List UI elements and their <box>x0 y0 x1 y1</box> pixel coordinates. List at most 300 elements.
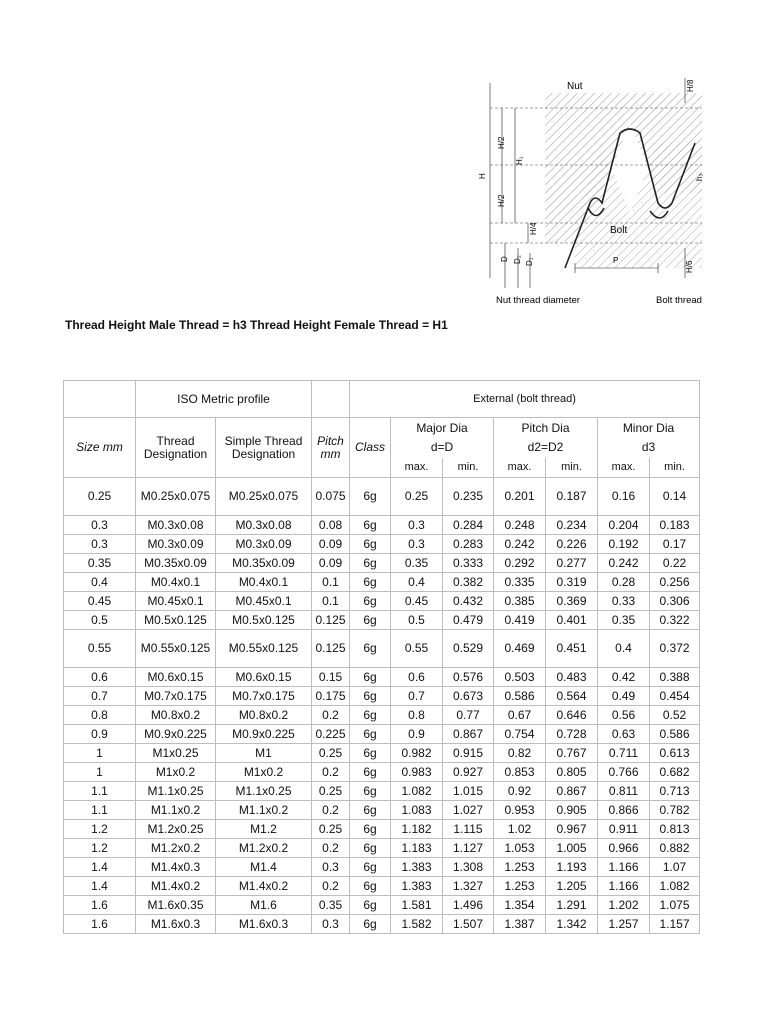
table-cell: 6g <box>350 858 391 877</box>
table-cell: 0.711 <box>598 744 650 763</box>
table-cell: 0.3 <box>312 858 350 877</box>
table-cell: M1.2x0.2 <box>216 839 312 858</box>
table-cell: 0.754 <box>494 725 546 744</box>
table-cell: 0.25 <box>312 820 350 839</box>
table-cell: 0.529 <box>443 630 494 668</box>
table-cell: 0.401 <box>546 611 598 630</box>
table-cell: 1.1 <box>64 801 136 820</box>
table-cell: 6g <box>350 896 391 915</box>
table-cell: 0.853 <box>494 763 546 782</box>
label-p: P <box>613 256 619 265</box>
table-cell: 0.982 <box>391 744 443 763</box>
table-cell: 6g <box>350 801 391 820</box>
thread-profile-diagram <box>470 73 702 313</box>
table-cell: 6g <box>350 763 391 782</box>
table-cell: 6g <box>350 744 391 763</box>
table-cell: 1.6 <box>64 915 136 934</box>
table-cell: 0.82 <box>494 744 546 763</box>
table-cell: M1x0.2 <box>136 763 216 782</box>
table-row <box>64 725 700 744</box>
table-cell: 0.242 <box>494 535 546 554</box>
table-cell: 1.027 <box>443 801 494 820</box>
table-cell: 0.77 <box>443 706 494 725</box>
table-cell: 0.805 <box>546 763 598 782</box>
table-cell: 0.333 <box>443 554 494 573</box>
table-cell: 1.202 <box>598 896 650 915</box>
table-cell: 6g <box>350 630 391 668</box>
thread-designation-header: Thread Designation <box>136 418 216 478</box>
table-cell: M0.35x0.09 <box>136 554 216 573</box>
iso-metric-thread-table <box>63 380 700 934</box>
table-cell: 0.646 <box>546 706 598 725</box>
label-h1: H₁ <box>515 156 524 165</box>
table-cell: 0.25 <box>312 744 350 763</box>
table-cell: 1.308 <box>443 858 494 877</box>
table-cell: 1.166 <box>598 858 650 877</box>
table-cell: 0.25 <box>312 782 350 801</box>
table-cell: 6g <box>350 877 391 896</box>
table-cell: 0.16 <box>598 478 650 516</box>
table-cell: 1.082 <box>391 782 443 801</box>
label-h2-bottom: H/2 <box>497 194 506 207</box>
table-row <box>64 668 700 687</box>
table-cell: 6g <box>350 725 391 744</box>
table-cell: 1.082 <box>650 877 700 896</box>
table-cell: 0.55 <box>64 630 136 668</box>
table-cell: 0.175 <box>312 687 350 706</box>
table-cell: 0.08 <box>312 516 350 535</box>
table-cell: 0.576 <box>443 668 494 687</box>
table-cell: M0.8x0.2 <box>216 706 312 725</box>
major-max-header: max. <box>391 458 443 478</box>
table-cell: M1.1x0.25 <box>216 782 312 801</box>
table-cell: 0.56 <box>598 706 650 725</box>
label-d2: D₂ <box>513 255 522 264</box>
table-row <box>64 915 700 934</box>
table-cell: 6g <box>350 592 391 611</box>
table-cell: 1.387 <box>494 915 546 934</box>
table-cell: 0.35 <box>598 611 650 630</box>
table-cell: 0.673 <box>443 687 494 706</box>
table-cell: 0.125 <box>312 611 350 630</box>
table-cell: 1.1 <box>64 782 136 801</box>
table-cell: M1.6x0.3 <box>136 915 216 934</box>
table-cell: 0.6 <box>391 668 443 687</box>
table-cell: 0.713 <box>650 782 700 801</box>
table-cell: M0.25x0.075 <box>216 478 312 516</box>
header-row-top <box>64 381 700 418</box>
table-cell: M1 <box>216 744 312 763</box>
table-cell: 0.22 <box>650 554 700 573</box>
table-cell: 6g <box>350 839 391 858</box>
iso-profile-header: ISO Metric profile <box>136 381 312 418</box>
table-cell: M1.2 <box>216 820 312 839</box>
major-min-header: min. <box>443 458 494 478</box>
table-cell: 0.25 <box>391 478 443 516</box>
table-cell: 1.07 <box>650 858 700 877</box>
table-cell: 0.192 <box>598 535 650 554</box>
table-cell: 1.4 <box>64 858 136 877</box>
table-cell: 0.17 <box>650 535 700 554</box>
table-cell: M1.6 <box>216 896 312 915</box>
table-cell: 0.28 <box>598 573 650 592</box>
table-cell: 0.564 <box>546 687 598 706</box>
table-cell: 0.201 <box>494 478 546 516</box>
table-cell: 0.52 <box>650 706 700 725</box>
header-row-main <box>64 418 700 458</box>
table-cell: 1.291 <box>546 896 598 915</box>
label-h4: H/4 <box>529 222 538 235</box>
table-row <box>64 516 700 535</box>
table-cell: M0.3x0.09 <box>136 535 216 554</box>
table-cell: 0.33 <box>598 592 650 611</box>
label-d: D <box>500 256 509 262</box>
table-cell: M0.3x0.09 <box>216 535 312 554</box>
table-cell: 0.966 <box>598 839 650 858</box>
table-row <box>64 877 700 896</box>
pitch-max-header: max. <box>494 458 546 478</box>
table-cell: 0.911 <box>598 820 650 839</box>
table-row <box>64 858 700 877</box>
table-cell: 6g <box>350 668 391 687</box>
table-row <box>64 820 700 839</box>
label-bolt-thread: Bolt thread <box>656 295 702 306</box>
table-cell: M1.1x0.2 <box>136 801 216 820</box>
table-cell: 0.454 <box>650 687 700 706</box>
table-cell: 0.682 <box>650 763 700 782</box>
table-row <box>64 535 700 554</box>
table-cell: 1.083 <box>391 801 443 820</box>
table-cell: 0.927 <box>443 763 494 782</box>
table-cell: 1.327 <box>443 877 494 896</box>
table-cell: M0.3x0.08 <box>216 516 312 535</box>
pitch-min-header: min. <box>546 458 598 478</box>
table-row <box>64 554 700 573</box>
table-cell: 0.811 <box>598 782 650 801</box>
table-cell: 0.915 <box>443 744 494 763</box>
table-row <box>64 592 700 611</box>
table-cell: M0.5x0.125 <box>216 611 312 630</box>
table-cell: 1.581 <box>391 896 443 915</box>
table-cell: M0.7x0.175 <box>136 687 216 706</box>
table-cell: 1.127 <box>443 839 494 858</box>
table-cell: 1.075 <box>650 896 700 915</box>
table-cell: 0.322 <box>650 611 700 630</box>
table-cell: M1.6x0.35 <box>136 896 216 915</box>
table-cell: 0.248 <box>494 516 546 535</box>
table-cell: 0.905 <box>546 801 598 820</box>
table-cell: 1.253 <box>494 877 546 896</box>
table-cell: 0.3 <box>312 915 350 934</box>
table-cell: M1.1x0.25 <box>136 782 216 801</box>
table-cell: 0.2 <box>312 801 350 820</box>
table-row <box>64 573 700 592</box>
table-cell: 1.383 <box>391 877 443 896</box>
table-cell: 0.14 <box>650 478 700 516</box>
table-cell: 0.25 <box>64 478 136 516</box>
table-cell: 0.866 <box>598 801 650 820</box>
table-cell: 0.284 <box>443 516 494 535</box>
table-cell: 0.67 <box>494 706 546 725</box>
table-cell: 0.4 <box>391 573 443 592</box>
table-cell: 6g <box>350 820 391 839</box>
table-cell: 1 <box>64 744 136 763</box>
table-cell: 6g <box>350 915 391 934</box>
table-cell: 6g <box>350 706 391 725</box>
table-cell: 0.728 <box>546 725 598 744</box>
table-cell: M1.4x0.3 <box>136 858 216 877</box>
table-cell: 0.388 <box>650 668 700 687</box>
table-row <box>64 782 700 801</box>
table-cell: 1.2 <box>64 839 136 858</box>
pitch-dia-header: Pitch Dia d2=D2 <box>494 418 598 458</box>
table-cell: 0.242 <box>598 554 650 573</box>
table-cell: 1 <box>64 763 136 782</box>
table-cell: 0.3 <box>64 535 136 554</box>
empty-header-cell <box>64 381 136 418</box>
table-cell: 0.256 <box>650 573 700 592</box>
table-cell: 0.92 <box>494 782 546 801</box>
table-cell: 1.015 <box>443 782 494 801</box>
table-cell: M1.6x0.3 <box>216 915 312 934</box>
label-nut-thread-diameter: Nut thread diameter <box>496 295 580 306</box>
table-cell: 0.372 <box>650 630 700 668</box>
table-cell: 0.451 <box>546 630 598 668</box>
table-cell: M0.55x0.125 <box>216 630 312 668</box>
external-header: External (bolt thread) <box>350 381 700 418</box>
table-cell: 0.882 <box>650 839 700 858</box>
table-cell: 1.157 <box>650 915 700 934</box>
table-cell: 0.1 <box>312 592 350 611</box>
table-cell: 0.35 <box>391 554 443 573</box>
table-cell: 1.342 <box>546 915 598 934</box>
table-cell: 0.283 <box>443 535 494 554</box>
table-cell: 0.319 <box>546 573 598 592</box>
table-cell: M0.9x0.225 <box>136 725 216 744</box>
table-cell: 0.125 <box>312 630 350 668</box>
table-cell: 0.3 <box>64 516 136 535</box>
minor-max-header: max. <box>598 458 650 478</box>
table-cell: M0.6x0.15 <box>216 668 312 687</box>
table-cell: 1.005 <box>546 839 598 858</box>
table-cell: 0.225 <box>312 725 350 744</box>
table-cell: 0.2 <box>312 706 350 725</box>
table-cell: 0.235 <box>443 478 494 516</box>
table-cell: 1.496 <box>443 896 494 915</box>
table-cell: 0.503 <box>494 668 546 687</box>
table-cell: 1.182 <box>391 820 443 839</box>
table-cell: M0.5x0.125 <box>136 611 216 630</box>
table-cell: 0.385 <box>494 592 546 611</box>
table-cell: 0.55 <box>391 630 443 668</box>
table-cell: 0.9 <box>64 725 136 744</box>
class-header: Class <box>350 418 391 478</box>
table-cell: M0.45x0.1 <box>216 592 312 611</box>
table-cell: 0.335 <box>494 573 546 592</box>
label-bolt: Bolt <box>610 225 628 236</box>
table-cell: M0.55x0.125 <box>136 630 216 668</box>
table-row <box>64 801 700 820</box>
table-cell: 0.813 <box>650 820 700 839</box>
table-cell: 1.507 <box>443 915 494 934</box>
table-cell: 1.354 <box>494 896 546 915</box>
table-cell: 0.49 <box>598 687 650 706</box>
minor-dia-header: Minor Dia d3 <box>598 418 700 458</box>
table-cell: 6g <box>350 573 391 592</box>
table-cell: 0.3 <box>391 535 443 554</box>
table-cell: 0.7 <box>391 687 443 706</box>
table-cell: 0.09 <box>312 554 350 573</box>
table-row <box>64 611 700 630</box>
table-cell: 0.766 <box>598 763 650 782</box>
table-cell: 0.35 <box>64 554 136 573</box>
table-cell: 1.253 <box>494 858 546 877</box>
table-cell: 6g <box>350 782 391 801</box>
table-cell: M0.8x0.2 <box>136 706 216 725</box>
table-cell: 0.7 <box>64 687 136 706</box>
table-cell: 0.867 <box>546 782 598 801</box>
table-cell: 0.469 <box>494 630 546 668</box>
table-cell: 0.953 <box>494 801 546 820</box>
table-cell: 0.6 <box>64 668 136 687</box>
table-cell: 0.2 <box>312 877 350 896</box>
table-cell: 0.35 <box>312 896 350 915</box>
table-cell: M1x0.2 <box>216 763 312 782</box>
table-cell: M0.3x0.08 <box>136 516 216 535</box>
label-d1: D₁ <box>525 257 534 266</box>
label-h6: H/6 <box>685 260 694 273</box>
table-cell: 0.183 <box>650 516 700 535</box>
table-cell: 1.383 <box>391 858 443 877</box>
table-cell: M0.45x0.1 <box>136 592 216 611</box>
table-row <box>64 744 700 763</box>
label-h2-top: H/2 <box>497 136 506 149</box>
table-cell: 0.382 <box>443 573 494 592</box>
table-cell: 0.15 <box>312 668 350 687</box>
table-cell: 0.45 <box>391 592 443 611</box>
table-cell: M0.9x0.225 <box>216 725 312 744</box>
table-cell: 0.226 <box>546 535 598 554</box>
table-cell: 0.1 <box>312 573 350 592</box>
pitch-header: Pitch mm <box>312 418 350 478</box>
table-cell: 0.075 <box>312 478 350 516</box>
table-cell: 1.257 <box>598 915 650 934</box>
empty-header-cell <box>312 381 350 418</box>
table-cell: 1.205 <box>546 877 598 896</box>
table-cell: 1.183 <box>391 839 443 858</box>
table-cell: 1.166 <box>598 877 650 896</box>
table-cell: 0.09 <box>312 535 350 554</box>
table-cell: 1.582 <box>391 915 443 934</box>
table-row <box>64 630 700 668</box>
table-cell: M0.4x0.1 <box>216 573 312 592</box>
table-cell: 0.432 <box>443 592 494 611</box>
table-cell: 0.479 <box>443 611 494 630</box>
table-cell: 1.115 <box>443 820 494 839</box>
table-cell: M0.7x0.175 <box>216 687 312 706</box>
table-cell: M0.6x0.15 <box>136 668 216 687</box>
table-cell: 6g <box>350 554 391 573</box>
minor-min-header: min. <box>650 458 700 478</box>
table-cell: 1.02 <box>494 820 546 839</box>
table-cell: M0.35x0.09 <box>216 554 312 573</box>
table-row <box>64 839 700 858</box>
table-cell: 0.45 <box>64 592 136 611</box>
size-header: Size mm <box>64 418 136 478</box>
table-cell: M1.1x0.2 <box>216 801 312 820</box>
table-cell: 6g <box>350 516 391 535</box>
table-cell: 0.204 <box>598 516 650 535</box>
table-cell: 1.193 <box>546 858 598 877</box>
table-cell: 0.2 <box>312 839 350 858</box>
table-cell: 6g <box>350 611 391 630</box>
thread-height-caption: Thread Height Male Thread = h3 Thread Height Female Thread = H1 <box>65 318 448 332</box>
table-cell: 0.867 <box>443 725 494 744</box>
table-cell: 0.63 <box>598 725 650 744</box>
table-row <box>64 896 700 915</box>
table-cell: M1.4x0.2 <box>136 877 216 896</box>
table-cell: 0.3 <box>391 516 443 535</box>
table-cell: M1.2x0.25 <box>136 820 216 839</box>
table-cell: M0.4x0.1 <box>136 573 216 592</box>
label-h3: h₃ <box>695 173 704 181</box>
table-body <box>64 478 700 934</box>
table-row <box>64 763 700 782</box>
table-cell: M1.2x0.2 <box>136 839 216 858</box>
table-cell: 0.234 <box>546 516 598 535</box>
table-cell: M1x0.25 <box>136 744 216 763</box>
table-cell: 0.2 <box>312 763 350 782</box>
table-cell: 0.483 <box>546 668 598 687</box>
table-cell: 0.983 <box>391 763 443 782</box>
table-cell: 0.967 <box>546 820 598 839</box>
table-cell: 1.4 <box>64 877 136 896</box>
table-cell: 0.292 <box>494 554 546 573</box>
table-cell: 0.5 <box>391 611 443 630</box>
table-cell: 0.4 <box>598 630 650 668</box>
table-cell: 0.369 <box>546 592 598 611</box>
table-cell: 1.6 <box>64 896 136 915</box>
table-cell: M1.4 <box>216 858 312 877</box>
table-cell: 0.306 <box>650 592 700 611</box>
table-cell: 6g <box>350 535 391 554</box>
table-cell: 0.767 <box>546 744 598 763</box>
table-cell: 0.9 <box>391 725 443 744</box>
table-row <box>64 687 700 706</box>
table-cell: 0.419 <box>494 611 546 630</box>
label-h8: H/8 <box>686 79 695 92</box>
table-cell: 0.8 <box>64 706 136 725</box>
table-row <box>64 706 700 725</box>
table-cell: M0.25x0.075 <box>136 478 216 516</box>
table-cell: 0.4 <box>64 573 136 592</box>
table-cell: 0.42 <box>598 668 650 687</box>
table-cell: 0.277 <box>546 554 598 573</box>
table-cell: 0.187 <box>546 478 598 516</box>
table-cell: 6g <box>350 687 391 706</box>
table-cell: 1.053 <box>494 839 546 858</box>
table-row <box>64 478 700 516</box>
table-cell: 0.586 <box>650 725 700 744</box>
table-cell: 0.613 <box>650 744 700 763</box>
table-cell: 0.5 <box>64 611 136 630</box>
label-h: H <box>478 173 487 179</box>
table-cell: 0.8 <box>391 706 443 725</box>
table-cell: 1.2 <box>64 820 136 839</box>
table-cell: 6g <box>350 478 391 516</box>
table-cell: 0.586 <box>494 687 546 706</box>
table-cell: 0.782 <box>650 801 700 820</box>
